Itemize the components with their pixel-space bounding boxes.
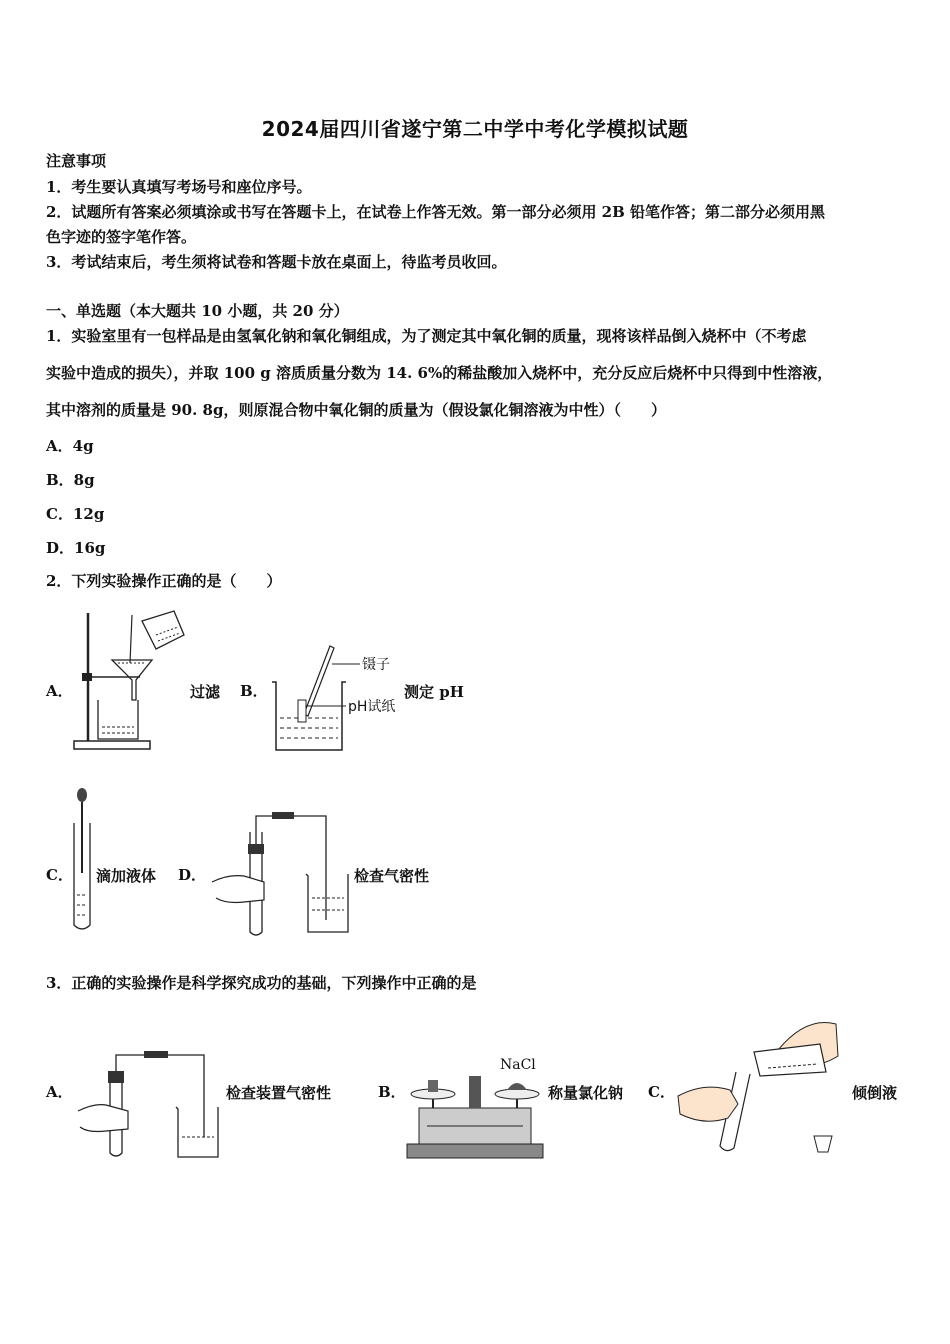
q3-b-caption: 称量氯化钠	[548, 1084, 624, 1102]
notice-item-1: 1．考生要认真填写考场号和座位序号。	[46, 178, 312, 196]
q3-c-caption: 倾倒液	[852, 1084, 898, 1102]
notice-item-2-cont: 色字迹的签字笔作答。	[46, 228, 197, 246]
notice-item-3: 3．考试结束后，考生须将试卷和答题卡放在桌面上，待监考员收回。	[46, 253, 507, 271]
q1-option-b: B．8g	[46, 471, 95, 489]
tweezers-label: 镊子	[362, 657, 390, 673]
q2-b-letter: B．	[240, 682, 268, 700]
q1-line-2: 实验中造成的损失），并取 100 g 溶质质量分数为 14. 6%的稀盐酸加入烧杯中，充分反应后烧杯中只得到中性溶液，	[46, 364, 833, 382]
q1-option-c: C．12g	[46, 505, 105, 523]
q2-c-letter: C．	[46, 866, 73, 884]
q2-a-letter: A．	[46, 682, 73, 700]
filtration-apparatus-figure	[70, 605, 195, 755]
q3-c-letter: C．	[648, 1083, 675, 1101]
q2-d-letter: D．	[178, 866, 207, 884]
page-title: 2024届四川省遂宁第二中学中考化学模拟试题	[261, 117, 689, 141]
q3-a-caption: 检查装置气密性	[226, 1084, 332, 1102]
section-heading: 一、单选题（本大题共 10 小题，共 20 分）	[46, 302, 349, 320]
q2-a-caption: 过滤	[190, 683, 221, 701]
q1-line-3: 其中溶剂的质量是 90. 8g，则原混合物中氧化铜的质量为（假设氯化铜溶液为中性）（ ）	[46, 401, 666, 419]
q3-a-letter: A．	[46, 1083, 73, 1101]
q1-line-1: 1．实验室里有一包样品是由氢氧化钠和氧化铜组成，为了测定其中氧化铜的质量，现将该样品倒入烧杯中（不考虑	[46, 327, 807, 345]
nacl-label: NaCl	[500, 1057, 536, 1073]
dropper-test-tube-figure	[70, 785, 94, 935]
q2-b-caption: 测定 pH	[404, 683, 464, 701]
notice-item-2: 2．试题所有答案必须填涂或书写在答题卡上，在试卷上作答无效。第一部分必须用 2B 铅笔作答；第二部分必须用黑	[46, 203, 826, 221]
q2-stem: 2．下列实验操作正确的是（ ）	[46, 572, 282, 590]
notice-heading: 注意事项	[46, 152, 107, 170]
q1-option-d: D．16g	[46, 539, 106, 557]
q3-stem: 3．正确的实验操作是科学探究成功的基础，下列操作中正确的是	[46, 974, 477, 992]
pouring-liquid-figure	[676, 1010, 846, 1160]
balance-scale-figure	[405, 1068, 545, 1162]
q2-d-caption: 检查气密性	[354, 867, 430, 885]
q3-b-letter: B．	[378, 1083, 406, 1101]
q1-option-a: A．4g	[46, 437, 94, 455]
ph-paper-label: pH试纸	[348, 699, 396, 715]
q3-airtightness-figure	[76, 1045, 226, 1163]
q2-c-caption: 滴加液体	[96, 867, 157, 885]
airtightness-check-figure	[208, 810, 358, 936]
